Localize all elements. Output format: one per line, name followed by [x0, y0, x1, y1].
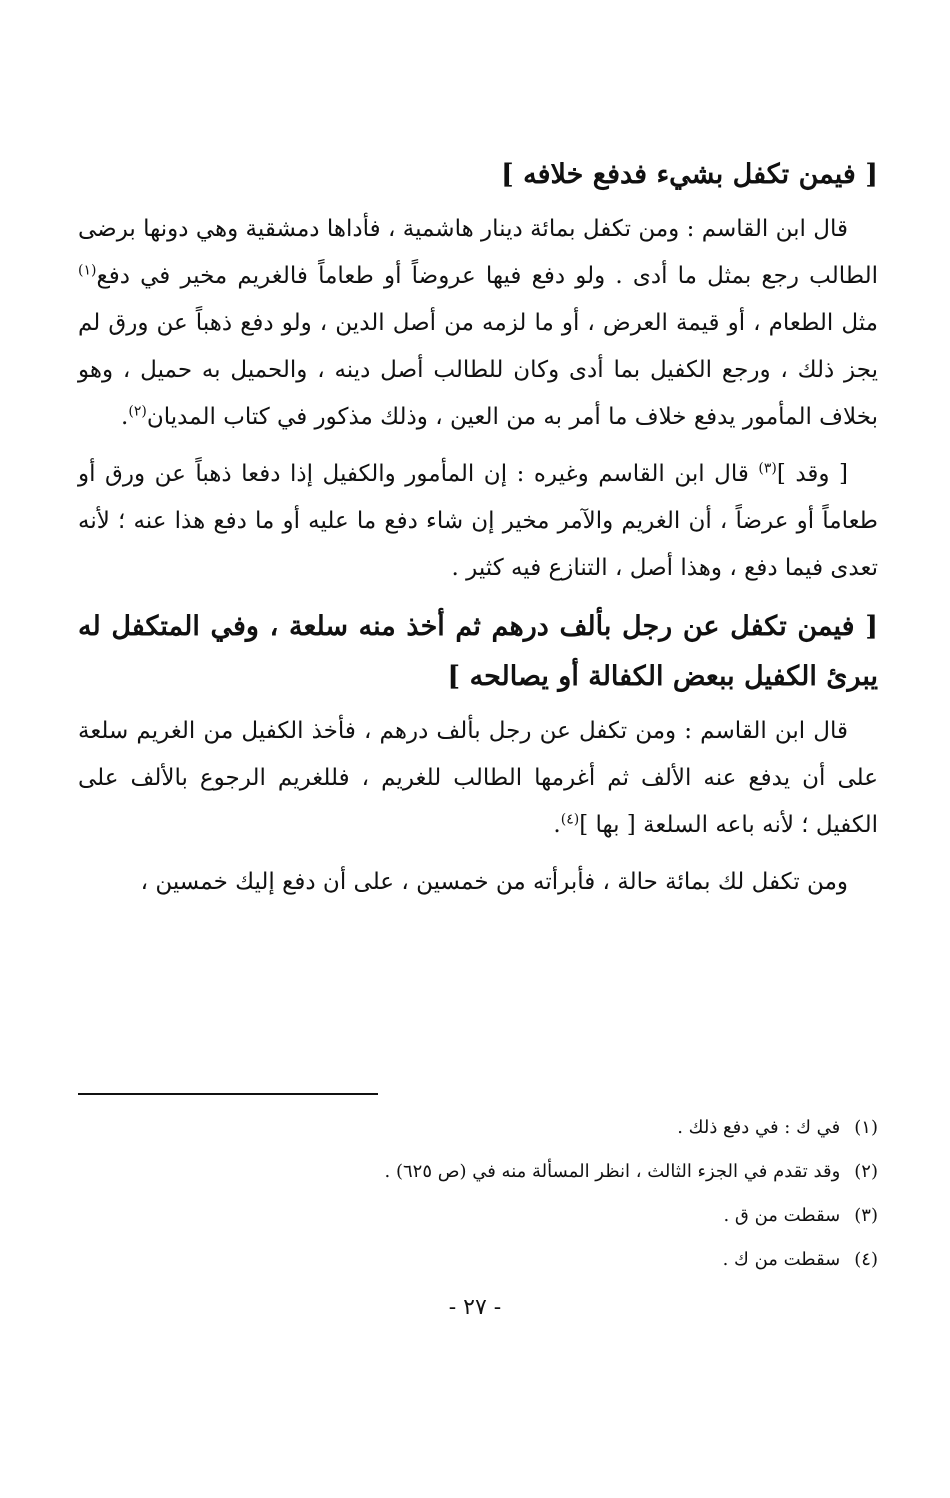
footnote-divider [78, 1093, 378, 1095]
paragraph-1-text-b: مثل الطعام ، أو قيمة العرض ، أو ما لزمه من أصل الدين ، ولو دفع ذهباً عن ورق لم يجز ذلك ، ورجع الكفيل بما أدى وكان للطالب أصل دينه ، والحميل به حميل ، وهو بخلاف المأمور يدفع خلاف ما أمر به من العين ، وذلك مذكور في كتاب المديان [78, 310, 878, 430]
footnote-4 [78, 1238, 878, 1282]
footnote-3-number: (٣) [854, 1205, 878, 1226]
page-number: - ٢٧ - [448, 1295, 502, 1320]
footnote-ref-4[interactable]: (٤) [560, 811, 580, 828]
footnote-3-text: سقطت من ق . [723, 1205, 841, 1226]
footnote-1-number: (١) [854, 1117, 878, 1138]
paragraph-1-text-c: . [121, 404, 129, 430]
footnote-2 [78, 1150, 878, 1194]
footnote-1-text: في ك : في دفع ذلك . [677, 1117, 841, 1138]
section-heading-2: [ فيمن تكفل عن رجل بألف درهم ثم أخذ منه سلعة ، وفي المتكفل له يبرئ الكفيل ببعض الكفالة أو يصالحه ] [78, 611, 878, 692]
paragraph-4: ومن تكفل لك بمائة حالة ، فأبرأته من خمسين ، على أن دفع إليك خمسين ، [140, 869, 848, 895]
footnote-2-number: (٢) [854, 1161, 878, 1182]
footnote-3 [78, 1194, 878, 1238]
footnote-ref-2[interactable]: (٢) [128, 403, 147, 420]
footnotes [78, 1106, 878, 1282]
footnote-4-number: (٤) [854, 1249, 878, 1270]
paragraph-2-text-a: [ وقد ] [776, 461, 848, 487]
footnote-ref-3[interactable]: (٣) [758, 460, 777, 477]
page-body [78, 150, 878, 916]
paragraph-1-text-a: قال ابن القاسم : ومن تكفل بمائة دينار هاشمية ، فأداها دمشقية وهي دونها برضى الطالب رجع بمثل ما أدى . ولو دفع فيها عروضاً أو طعاماً فالغريم مخير في دفع [78, 216, 878, 289]
section-heading-1: [ فيمن تكفل بشيء فدفع خلافه ] [500, 159, 878, 190]
paragraph-2-text-b: قال ابن القاسم وغيره : إن المأمور والكفيل إذا دفعا ذهباً عن ورق أو طعاماً أو عرضاً ، أن الغريم والآمر مخير إن شاء دفع ما عليه أو ما دفع هذا عنه ؛ لأنه تعدى فيما دفع ، وهذا أصل ، التنازع فيه كثير . [78, 461, 878, 581]
paragraph-1 [78, 206, 878, 441]
paragraph-3 [78, 708, 878, 849]
paragraph-3-text-b: . [553, 812, 561, 838]
paragraph-2 [78, 451, 878, 592]
footnote-2-text: وقد تقدم في الجزء الثالث ، انظر المسألة منه في (ص ٦٢٥) . [384, 1161, 841, 1182]
footnote-ref-1[interactable]: (١) [78, 262, 97, 279]
paragraph-3-text-a: قال ابن القاسم : ومن تكفل عن رجل بألف درهم ، فأخذ الكفيل من الغريم سلعة على أن يدفع عنه الألف ثم أغرمها الطالب للغريم ، فللغريم الرجوع بالألف على الكفيل ؛ لأنه باعه السلعة [ بها ] [78, 718, 878, 838]
footnote-4-text: سقطت من ك . [722, 1249, 841, 1270]
footnote-1 [78, 1106, 878, 1150]
